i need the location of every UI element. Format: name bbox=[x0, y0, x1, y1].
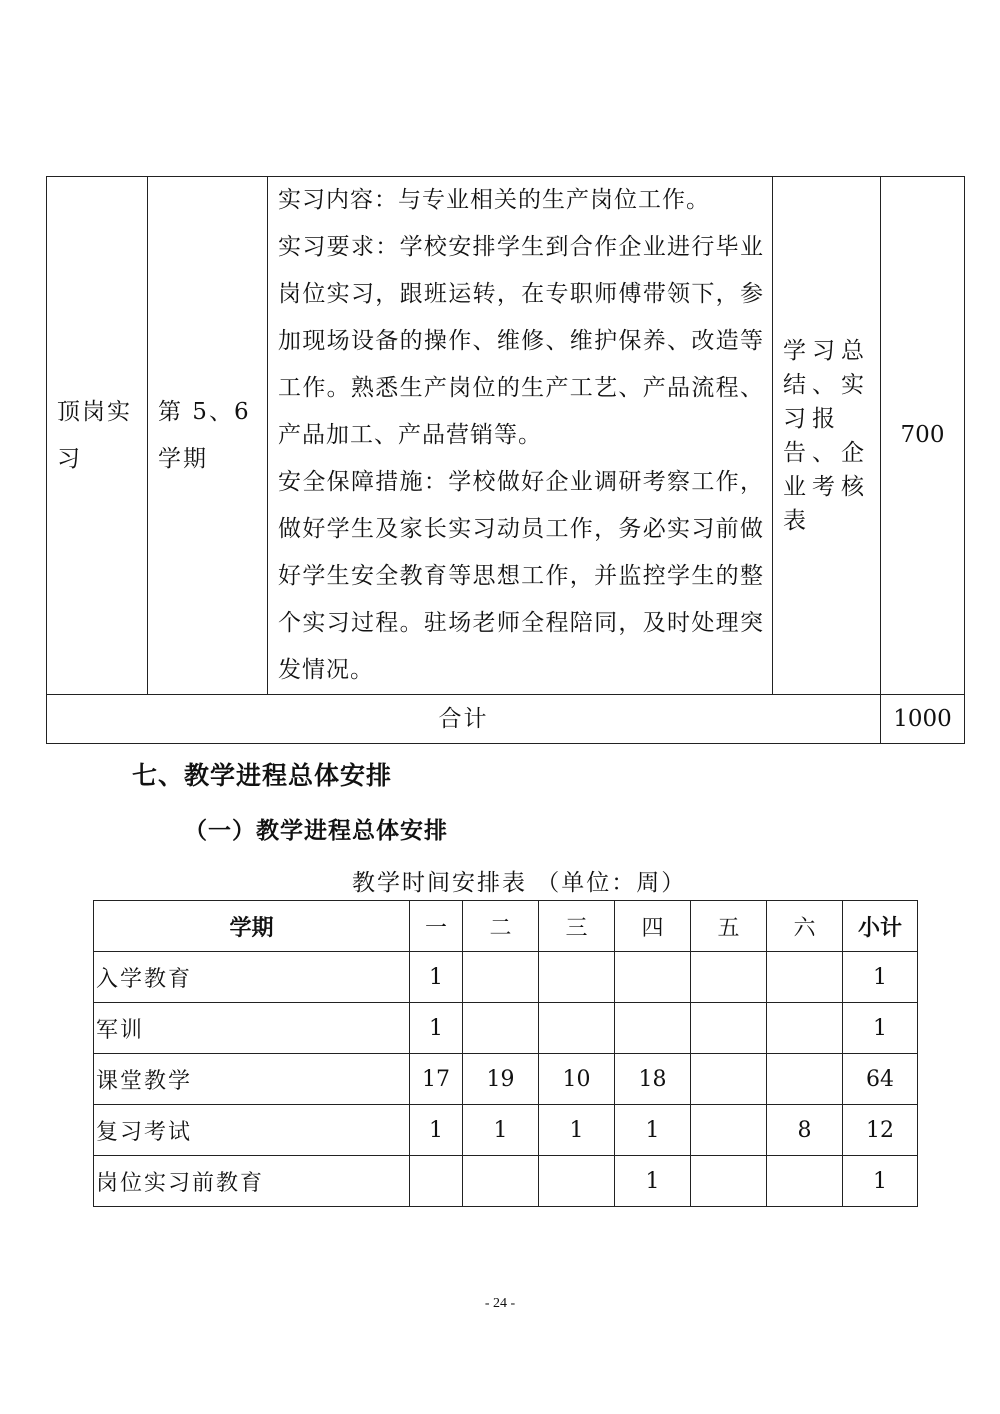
table-cell bbox=[767, 952, 843, 1003]
internship-table bbox=[46, 176, 965, 744]
table-row bbox=[94, 1105, 918, 1156]
column-header: 四 bbox=[615, 901, 691, 952]
internship-hours: 700 bbox=[881, 177, 965, 695]
internship-semester: 第 5、6 学期 bbox=[148, 177, 268, 695]
table-cell: 12 bbox=[843, 1105, 918, 1156]
table-cell: 1 bbox=[843, 952, 918, 1003]
table-cell bbox=[691, 1156, 767, 1207]
table-row bbox=[94, 1156, 918, 1207]
table-cell bbox=[691, 1105, 767, 1156]
table-cell: 64 bbox=[843, 1054, 918, 1105]
total-row bbox=[47, 695, 965, 744]
row-label: 岗位实习前教育 bbox=[94, 1156, 410, 1207]
table-caption: 教学时间安排表 （单位：周） bbox=[352, 870, 687, 896]
table-row bbox=[94, 1054, 918, 1105]
table-row bbox=[47, 177, 965, 695]
table-cell bbox=[691, 952, 767, 1003]
table-cell: 1 bbox=[410, 1105, 463, 1156]
row-label: 课堂教学 bbox=[94, 1054, 410, 1105]
header-row bbox=[94, 901, 918, 952]
content-paragraph: 实习内容：与专业相关的生产岗位工作。 bbox=[278, 187, 710, 213]
table-cell: 8 bbox=[767, 1105, 843, 1156]
table-cell: 1 bbox=[410, 1003, 463, 1054]
table-cell bbox=[463, 952, 539, 1003]
content-paragraph: 实习要求：学校安排学生到合作企业进行毕业岗位实习，跟班运转，在专职师傅带领下，参加现场设备的操作、维修、维护保养、改造等工作。熟悉生产岗位的生产工艺、产品流程、产品加工、产品营销等。 bbox=[278, 234, 764, 448]
table-cell bbox=[767, 1054, 843, 1105]
section-heading: 七、教学进程总体安排 bbox=[132, 761, 393, 790]
column-header: 小计 bbox=[843, 901, 918, 952]
table-cell bbox=[463, 1156, 539, 1207]
subsection-heading: （一）教学进程总体安排 bbox=[184, 818, 448, 844]
table-cell bbox=[539, 952, 615, 1003]
internship-content bbox=[268, 177, 773, 695]
table-cell bbox=[767, 1003, 843, 1054]
schedule-table bbox=[93, 900, 918, 1207]
table-cell: 1 bbox=[843, 1156, 918, 1207]
table-cell bbox=[767, 1156, 843, 1207]
table-cell bbox=[539, 1156, 615, 1207]
table-cell bbox=[410, 1156, 463, 1207]
column-header: 五 bbox=[691, 901, 767, 952]
row-label: 军训 bbox=[94, 1003, 410, 1054]
table-cell bbox=[463, 1003, 539, 1054]
table-cell: 1 bbox=[539, 1105, 615, 1156]
row-label: 入学教育 bbox=[94, 952, 410, 1003]
row-label: 复习考试 bbox=[94, 1105, 410, 1156]
internship-assessment: 学习总结、实习报告、企业考核表 bbox=[773, 177, 881, 695]
column-header: 六 bbox=[767, 901, 843, 952]
table-cell bbox=[615, 1003, 691, 1054]
table-cell bbox=[691, 1003, 767, 1054]
content-paragraph: 安全保障措施：学校做好企业调研考察工作，做好学生及家长实习动员工作，务必实习前做好学生安全教育等思想工作，并监控学生的整个实习过程。驻场老师全程陪同，及时处理突发情况。 bbox=[278, 469, 764, 683]
total-label: 合计 bbox=[47, 695, 881, 744]
table-cell bbox=[539, 1003, 615, 1054]
table-cell bbox=[691, 1054, 767, 1105]
table-cell: 1 bbox=[463, 1105, 539, 1156]
table-cell: 19 bbox=[463, 1054, 539, 1105]
table-cell: 17 bbox=[410, 1054, 463, 1105]
internship-name: 顶岗实习 bbox=[47, 177, 148, 695]
table-cell: 1 bbox=[843, 1003, 918, 1054]
total-value: 1000 bbox=[881, 695, 965, 744]
table-cell: 1 bbox=[615, 1156, 691, 1207]
page-number: - 24 - bbox=[484, 1296, 516, 1311]
column-header: 三 bbox=[539, 901, 615, 952]
table-row bbox=[94, 952, 918, 1003]
table-cell: 1 bbox=[615, 1105, 691, 1156]
table-cell: 10 bbox=[539, 1054, 615, 1105]
table-cell bbox=[615, 952, 691, 1003]
column-header: 二 bbox=[463, 901, 539, 952]
column-header: 一 bbox=[410, 901, 463, 952]
table-row bbox=[94, 1003, 918, 1054]
column-header: 学期 bbox=[94, 901, 410, 952]
table-cell: 1 bbox=[410, 952, 463, 1003]
table-cell: 18 bbox=[615, 1054, 691, 1105]
